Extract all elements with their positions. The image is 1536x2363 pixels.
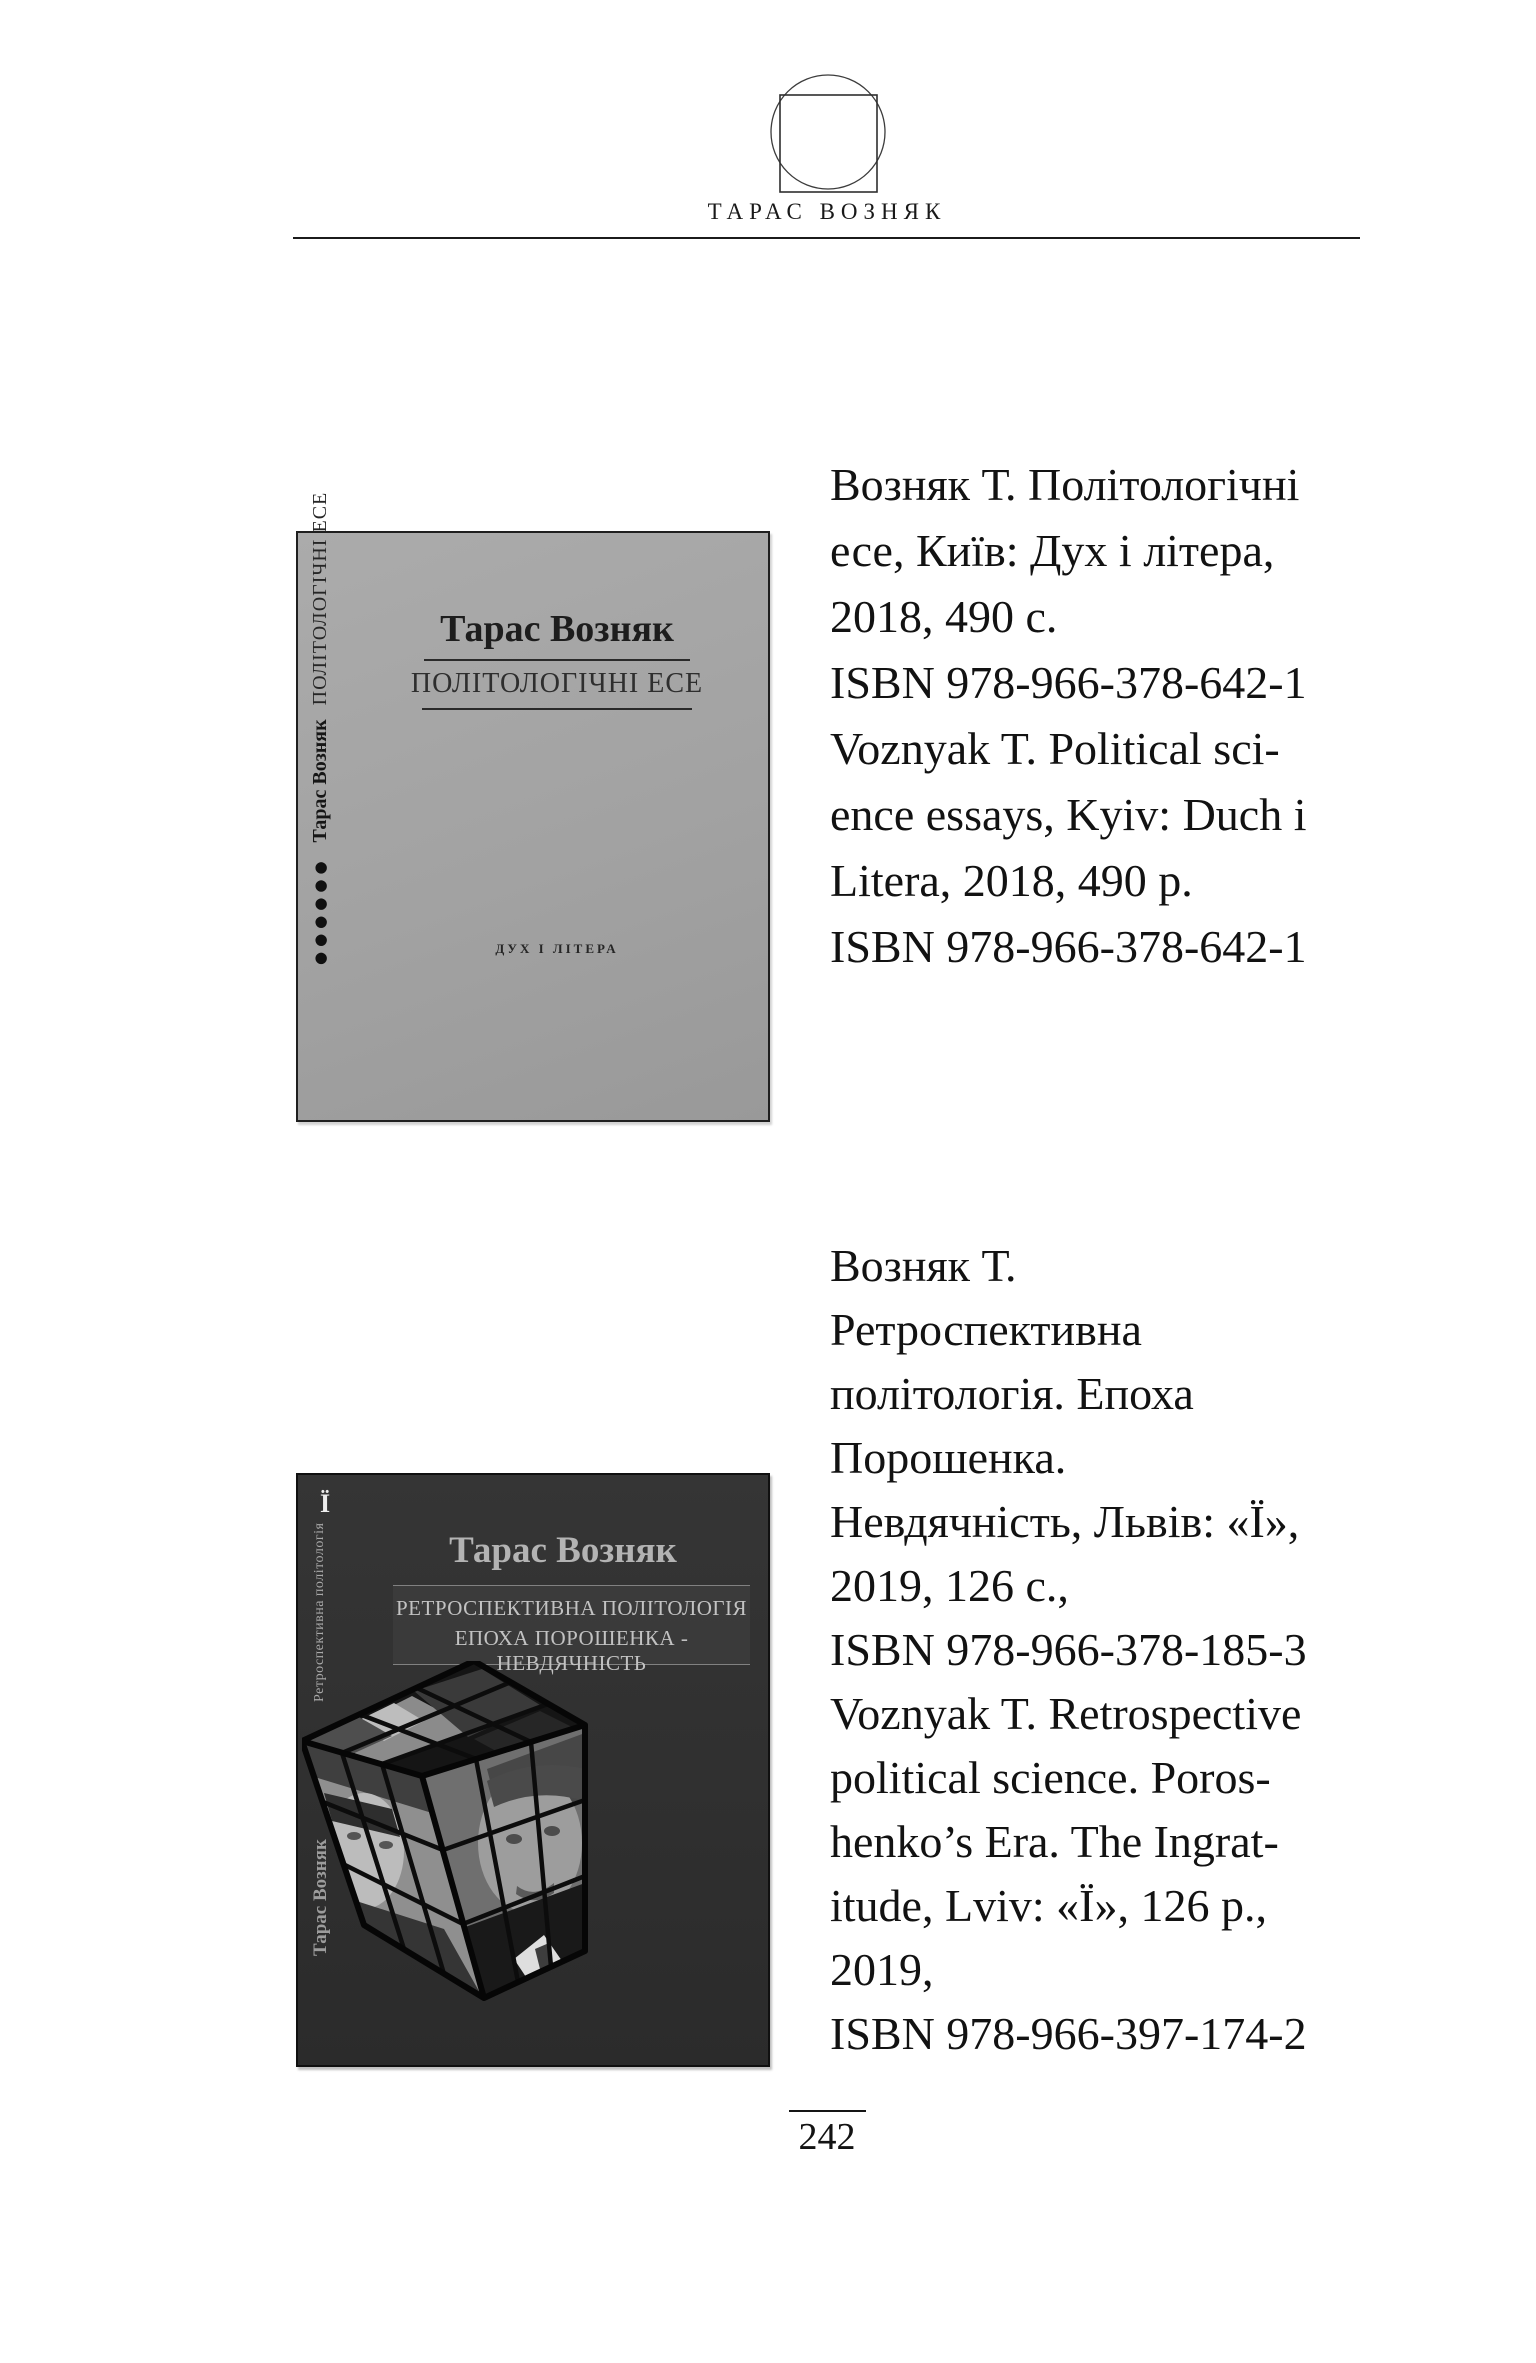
book-cover-politological-essays — [296, 491, 770, 1122]
yi-publisher-logo-icon: Ї — [320, 1489, 331, 1518]
title-rule-bottom — [422, 708, 692, 710]
citation-line: Litera, 2018, 490 p. — [830, 855, 1193, 906]
citation-line: itude, Lviv: «Ї», 126 p., — [830, 1880, 1267, 1931]
citation-line: 2018, 490 с. — [830, 591, 1058, 642]
page-number — [752, 2110, 902, 2159]
citation-line: ISBN 978-966-397-174-2 — [830, 2008, 1307, 2059]
citation-book1 — [830, 452, 1390, 980]
book2-cover-title-line1: РЕТРОСПЕКТИВНА ПОЛІТОЛОГІЯ — [395, 1596, 748, 1620]
header-divider — [293, 237, 1360, 239]
citation-line: ISBN 978-966-378-642-1 — [830, 921, 1307, 972]
citation-line: есе, Київ: Дух і літера, — [830, 525, 1275, 576]
page-number-value: 242 — [789, 2110, 866, 2159]
citation-line: політологія. Епоха — [830, 1368, 1194, 1419]
citation-line: Порошенка. — [830, 1432, 1067, 1483]
book1-title-block — [362, 607, 752, 710]
spine-author: Тарас Возняк — [308, 719, 331, 843]
book1-spine — [303, 491, 337, 965]
rubiks-cube-illustration — [302, 1661, 592, 2007]
citation-line: henko’s Era. The Ingrat- — [830, 1816, 1279, 1867]
book-cover-retrospective-politology — [296, 1473, 770, 2067]
citation-line: political science. Poros- — [830, 1752, 1271, 1803]
citation-line: Ретроспективна — [830, 1304, 1142, 1355]
book2-cover-title-line2: ЕПОХА ПОРОШЕНКА - НЕВДЯЧНІСТЬ — [454, 1626, 689, 1675]
citation-line: ISBN 978-966-378-185-3 — [830, 1624, 1307, 1675]
citation-book2 — [830, 1234, 1400, 2066]
citation-line: ence essays, Kyiv: Duch i — [830, 789, 1307, 840]
book1-cover-title: ПОЛІТОЛОГІЧНІ ЕСЕ — [410, 668, 704, 699]
spine-dots: ●●●●●● — [311, 856, 329, 965]
citation-line: 2019, — [830, 1944, 934, 1995]
circle-square-logo-icon — [756, 70, 900, 198]
citation-line: Voznyak T. Political sci- — [830, 723, 1280, 774]
book2-spine-series: Ретроспективна політологія — [312, 1522, 327, 1702]
citation-line: 2019, 126 с., — [830, 1560, 1069, 1611]
citation-line: Возняк Т. Політологічні — [830, 459, 1300, 510]
book2-spine-author: Тарас Возняк — [310, 1839, 331, 1956]
book1-publisher-logotype: ДУХ І ЛІТЕРА — [495, 941, 619, 956]
running-head-author: ТАРАС ВОЗНЯК — [707, 199, 947, 224]
book1-cover-author: Тарас Возняк — [440, 608, 674, 650]
book2-cover-author: Тарас Возняк — [449, 1530, 677, 1571]
book2-title-band — [393, 1585, 750, 1675]
spine-title: ПОЛІТОЛОГІЧНІ ЕСЕ — [308, 491, 331, 706]
citation-line: Возняк Т. — [830, 1240, 1017, 1291]
citation-line: Невдячність, Львів: «Ї», — [830, 1496, 1300, 1547]
citation-line: ISBN 978-966-378-642-1 — [830, 657, 1307, 708]
title-rule-top — [424, 659, 690, 661]
citation-line: Voznyak T. Retrospective — [830, 1688, 1302, 1739]
